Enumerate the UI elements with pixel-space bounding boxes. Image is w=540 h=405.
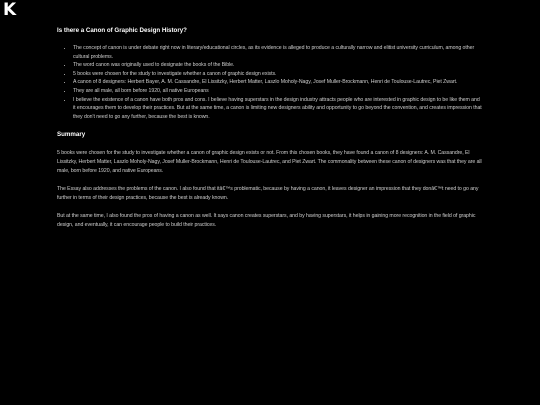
summary-paragraph: But at the same time, I also found the pros of having a canon as well. It says canon creates superstars, and by having superstars, it helps in gaining more recognition in the field of graphic design, and eventually, it can encourage people to build their practices. xyxy=(57,213,476,228)
summary-paragraph: The Essay also addresses the problems of the canon. I also found that itâ€™s problematic, because by having a canon, it leaves designer an impression that they donâ€™t need to go any further in terms of their design practices, because the best is already known. xyxy=(57,186,479,201)
list-item: • A canon of 8 designers: Herbert Bayer, A. M. Cassandre, El Lissitzky, Herbert Matter, Laszlo Moholy-Nagy, Josef Muller-Brockmann, Henri de Toulouse-Lautrec, Piet Zwart. xyxy=(73,78,483,87)
site-logo[interactable]: K xyxy=(3,0,16,20)
summary-paragraph: 5 books were chosen for the study to investigate whether a canon of graphic design exists or not. From this chosen books, they have found a canon of 8 designers: A. M. Cassandre, El Lissitzky, Herbert Matter, Laszlo Moholy-Nagy, Josef Muller-Brockmann, Henri de Toulouse-Lautrec, and Piet Zwart. The commonality between these canon of designers was that they are all male, born before 1920, and native Europeans. xyxy=(57,150,482,174)
notes-list xyxy=(57,44,483,121)
summary-heading: Summary xyxy=(57,131,86,139)
list-item: • The concept of canon is under debate right now in literary/educational circles, as its evidence is alleged to produce a culturally narrow and elitist university curriculum, among other cultural problems. xyxy=(73,44,483,61)
list-item: • They are all male, all born before 1920, all native Europeans xyxy=(73,87,483,96)
list-item: • I believe the existence of a canon have both pros and cons. I believe having superstars in the design industry attracts people who are interested in graphic design to be like them and it encourages them to develop their practices. But at the same time, a canon is limiting new designers ability and opportunity to go beyond the convention, and creates impression that they don't need to go any further, because the best is known. xyxy=(73,96,483,122)
article-title: Is there a Canon of Graphic Design History? xyxy=(57,27,187,34)
article-content xyxy=(57,26,483,230)
list-item: • The word canon was originally used to designate the books of the Bible. xyxy=(73,61,483,70)
list-item: • 5 books were chosen for the study to investigate whether a canon of graphic design exists. xyxy=(73,70,483,79)
